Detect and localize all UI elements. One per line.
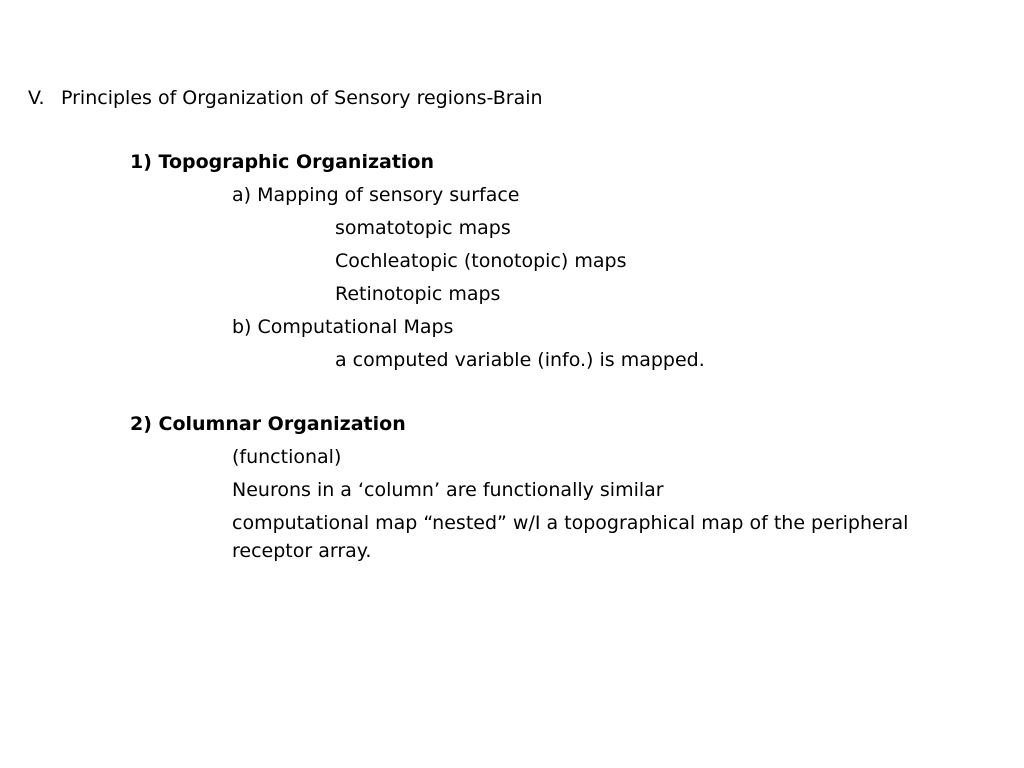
section-2-point: computational map “nested” w/I a topographical map of the peripheral receptor array. xyxy=(232,512,909,562)
section-1-item-a-example: somatotopic maps xyxy=(335,217,511,239)
section-2-point: Neurons in a ‘column’ are functionally similar xyxy=(232,479,664,501)
slide-heading: Principles of Organization of Sensory regions-Brain xyxy=(61,87,543,109)
heading-number: V. xyxy=(28,87,45,109)
section-2-title: 2) Columnar Organization xyxy=(130,413,406,435)
section-1-item-a-example: Cochleatopic (tonotopic) maps xyxy=(335,250,627,272)
section-1-item-b-detail: a computed variable (info.) is mapped. xyxy=(335,349,705,371)
section-1-item-a: a) Mapping of sensory surface xyxy=(232,184,520,206)
section-1-item-b: b) Computational Maps xyxy=(232,316,454,338)
section-2-point: (functional) xyxy=(232,446,342,468)
section-1-item-a-example: Retinotopic maps xyxy=(335,283,501,305)
section-1-title: 1) Topographic Organization xyxy=(130,151,435,173)
